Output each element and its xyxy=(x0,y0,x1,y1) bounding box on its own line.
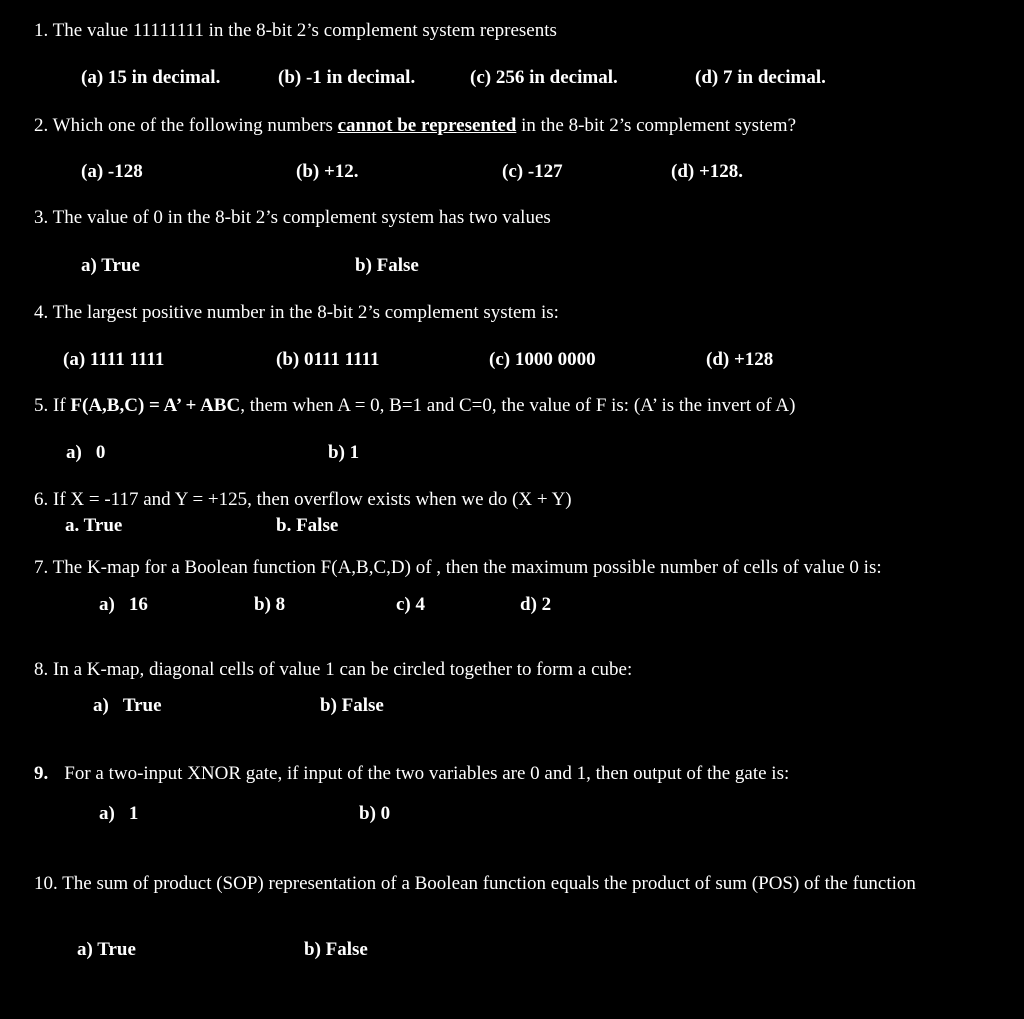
question-5-text-after: , them when A = 0, B=1 and C=0, the value of F is: (A’ is the invert of A) xyxy=(240,395,796,416)
q7-option-a-label: a) xyxy=(99,594,115,615)
q10-option-a[interactable]: a) True xyxy=(77,939,136,960)
q3-option-a[interactable]: a) True xyxy=(81,255,140,276)
q7-option-a-value: 16 xyxy=(128,594,148,615)
q9-option-a[interactable] xyxy=(99,802,138,826)
q4-option-c[interactable]: (c) 1000 0000 xyxy=(489,349,596,370)
q5-option-a[interactable] xyxy=(66,441,105,465)
q10-option-b[interactable]: b) False xyxy=(304,939,368,960)
q7-option-d[interactable]: d) 2 xyxy=(520,594,552,615)
question-2-emphasis: cannot be represented xyxy=(337,115,517,136)
question-2-text xyxy=(34,114,796,138)
question-5-emphasis: F(A,B,C) = A’ + ABC xyxy=(70,395,241,416)
q9-option-a-value: 1 xyxy=(128,803,139,824)
q1-option-d[interactable]: (d) 7 in decimal. xyxy=(695,67,826,88)
q2-option-a[interactable]: (a) -128 xyxy=(81,161,143,182)
q4-option-d[interactable]: (d) +128 xyxy=(706,349,774,370)
q4-option-b[interactable]: (b) 0111 1111 xyxy=(276,349,380,370)
q9-option-b[interactable]: b) 0 xyxy=(359,803,391,824)
question-9-text xyxy=(34,762,789,786)
question-9-number: 9. xyxy=(34,763,49,784)
question-2-text-after: in the 8-bit 2’s complement system? xyxy=(516,115,797,136)
q3-option-b[interactable]: b) False xyxy=(355,255,419,276)
q5-option-a-label: a) xyxy=(66,442,82,463)
q1-option-c[interactable]: (c) 256 in decimal. xyxy=(470,67,618,88)
question-7-text: 7. The K-map for a Boolean function F(A,B,C,D) of , then the maximum possible number of cells of value 0 is: xyxy=(34,557,882,578)
q7-option-a[interactable] xyxy=(99,593,148,617)
q2-option-d[interactable]: (d) +128. xyxy=(671,161,744,182)
question-2-text-before: 2. Which one of the following numbers xyxy=(34,115,338,136)
question-1-text: 1. The value 11111111 in the 8-bit 2’s complement system represents xyxy=(34,20,557,41)
question-10-text: 10. The sum of product (SOP) representation of a Boolean function equals the product of sum (POS) of the function xyxy=(34,873,916,894)
q5-option-b[interactable]: b) 1 xyxy=(328,442,360,463)
question-5-text-before: 5. If xyxy=(34,395,71,416)
q9-option-a-label: a) xyxy=(99,803,115,824)
question-9-body: For a two-input XNOR gate, if input of the two variables are 0 and 1, then output of the gate is: xyxy=(64,763,790,784)
q8-option-a[interactable] xyxy=(93,694,162,718)
q8-option-a-value: True xyxy=(122,695,162,716)
q5-option-a-value: 0 xyxy=(95,442,106,463)
question-8-text: 8. In a K-map, diagonal cells of value 1 can be circled together to form a cube: xyxy=(34,659,633,680)
question-5-text xyxy=(34,394,795,418)
question-3-text: 3. The value of 0 in the 8-bit 2’s complement system has two values xyxy=(34,207,551,228)
q6-option-b[interactable]: b. False xyxy=(276,515,339,536)
q1-option-a[interactable]: (a) 15 in decimal. xyxy=(81,67,221,88)
question-4-text: 4. The largest positive number in the 8-bit 2’s complement system is: xyxy=(34,302,559,323)
question-6-text: 6. If X = -117 and Y = +125, then overflow exists when we do (X + Y) xyxy=(34,489,572,510)
q7-option-b[interactable]: b) 8 xyxy=(254,594,286,615)
q2-option-c[interactable]: (c) -127 xyxy=(502,161,563,182)
q1-option-b[interactable]: (b) -1 in decimal. xyxy=(278,67,416,88)
q8-option-b[interactable]: b) False xyxy=(320,695,384,716)
q4-option-a[interactable]: (a) 1111 1111 xyxy=(63,349,165,370)
q7-option-c[interactable]: c) 4 xyxy=(396,594,426,615)
q6-option-a[interactable]: a. True xyxy=(65,515,123,536)
q8-option-a-label: a) xyxy=(93,695,109,716)
q2-option-b[interactable]: (b) +12. xyxy=(296,161,359,182)
